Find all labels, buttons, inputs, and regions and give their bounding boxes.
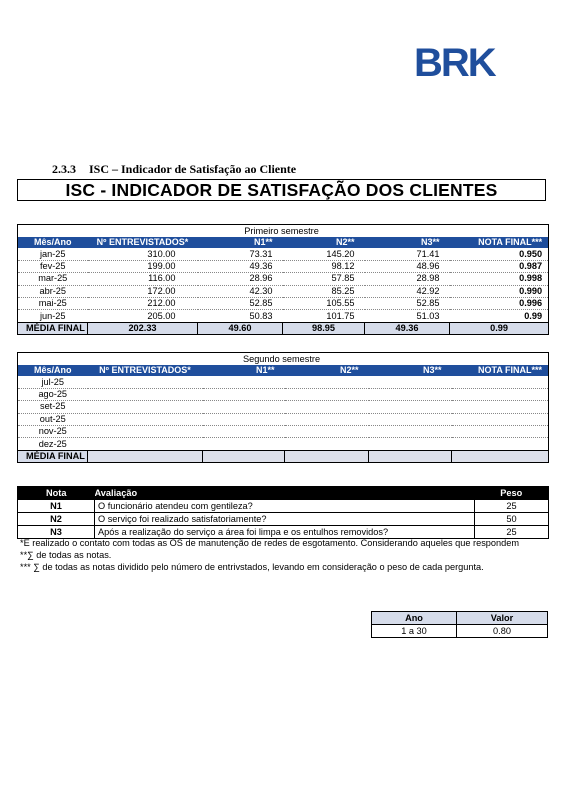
cell-n3: 42.92 [365, 285, 450, 297]
second-semester-row [18, 401, 549, 413]
legend-weight: 25 [475, 500, 549, 513]
brk-logo [414, 42, 514, 80]
second-semester-row [18, 425, 549, 437]
cell-month: jun-25 [18, 310, 88, 322]
first-semester-row [18, 260, 549, 272]
second-semester-average-cell [369, 450, 452, 462]
cell-empty [88, 413, 203, 425]
cell-n3: 48.96 [365, 260, 450, 272]
cell-n3: 52.85 [365, 297, 450, 309]
first-semester-row [18, 285, 549, 297]
second-semester-row [18, 438, 549, 450]
col-header-n2: N2** [283, 237, 365, 248]
col-header-interviewed: Nº ENTREVISTADOS* [88, 237, 198, 248]
col-header-interviewed-2: Nº ENTREVISTADOS* [88, 365, 203, 376]
cell-month: nov-25 [18, 425, 88, 437]
cell-n2: 105.55 [283, 297, 365, 309]
year-cell: 1 a 30 [372, 625, 457, 638]
cell-empty [452, 413, 549, 425]
cell-interviewed: 205.00 [88, 310, 198, 322]
first-semester-row [18, 273, 549, 285]
legend-question: Após a realização do serviço a área foi limpa e os entulhos removidos? [95, 526, 475, 539]
cell-month: out-25 [18, 413, 88, 425]
first-semester-row [18, 310, 549, 322]
cell-n1: 52.85 [198, 297, 283, 309]
cell-n2: 145.20 [283, 248, 365, 260]
col-header-n2-2: N2** [285, 365, 369, 376]
cell-empty [285, 376, 369, 388]
first-semester-average-n1: 49.60 [198, 322, 283, 334]
col-header-month: Mês/Ano [18, 237, 88, 248]
cell-empty [203, 438, 285, 450]
legend-question: O serviço foi realizado satisfatoriamente? [95, 513, 475, 526]
cell-empty [369, 438, 452, 450]
cell-n1: 42.30 [198, 285, 283, 297]
cell-empty [203, 376, 285, 388]
col-header-final-grade-2: NOTA FINAL*** [452, 365, 549, 376]
section-number: 2.3.3 [52, 162, 76, 176]
legend-grade: N1 [18, 500, 95, 513]
year-value-table [371, 611, 548, 638]
legend-row [18, 526, 549, 539]
year-header: Ano [372, 612, 457, 625]
cell-interviewed: 116.00 [88, 273, 198, 285]
second-semester-row [18, 413, 549, 425]
section-heading [52, 162, 296, 177]
cell-final-grade: 0.998 [450, 273, 549, 285]
first-semester-caption: Primeiro semestre [244, 225, 319, 236]
cell-interviewed: 310.00 [88, 248, 198, 260]
second-semester-average-cell [203, 450, 285, 462]
cell-interviewed: 172.00 [88, 285, 198, 297]
cell-empty [452, 376, 549, 388]
cell-final-grade: 0.950 [450, 248, 549, 260]
cell-month: mai-25 [18, 297, 88, 309]
cell-interviewed: 199.00 [88, 260, 198, 272]
second-semester-caption: Segundo semestre [242, 353, 321, 364]
legend-row [18, 500, 549, 513]
cell-n2: 98.12 [283, 260, 365, 272]
legend-weight: 25 [475, 526, 549, 539]
first-semester-average-n3: 49.36 [365, 322, 450, 334]
cell-n2: 85.25 [283, 285, 365, 297]
cell-n1: 49.36 [198, 260, 283, 272]
cell-n3: 28.98 [365, 273, 450, 285]
first-semester-average-interviewed: 202.33 [88, 322, 198, 334]
footnote-1: *É realizado o contato com todas as OS de manutenção de redes de esgotamento. Considerando aqueles que respondem [20, 538, 520, 548]
footnote-3: *** ∑ de todas as notas dividido pelo número de entrivstados, levando em consideração o peso de cada pergunta. [20, 562, 484, 572]
cell-empty [203, 401, 285, 413]
cell-empty [285, 413, 369, 425]
second-semester-row [18, 376, 549, 388]
cell-n1: 28.96 [198, 273, 283, 285]
cell-month: mar-25 [18, 273, 88, 285]
legend-row [18, 513, 549, 526]
legend-grade: N3 [18, 526, 95, 539]
cell-month: abr-25 [18, 285, 88, 297]
first-semester-average-final: 0.99 [450, 322, 549, 334]
cell-empty [88, 401, 203, 413]
second-semester-table [17, 352, 549, 463]
cell-month: dez-25 [18, 438, 88, 450]
cell-empty [369, 425, 452, 437]
cell-empty [203, 425, 285, 437]
col-header-final-grade: NOTA FINAL*** [450, 237, 549, 248]
col-header-n3: N3** [365, 237, 450, 248]
cell-empty [203, 388, 285, 400]
second-semester-row [18, 388, 549, 400]
col-header-n1: N1** [198, 237, 283, 248]
cell-empty [452, 388, 549, 400]
col-header-n1-2: N1** [203, 365, 285, 376]
cell-empty [88, 388, 203, 400]
grade-legend-table [17, 486, 549, 539]
cell-n3: 71.41 [365, 248, 450, 260]
cell-empty [369, 401, 452, 413]
col-header-n3-2: N3** [369, 365, 452, 376]
legend-grade: N2 [18, 513, 95, 526]
first-semester-average-label: MÉDIA FINAL [18, 322, 88, 334]
brk-logo-text: BRK [414, 42, 495, 80]
cell-empty [203, 413, 285, 425]
second-semester-average-cell [452, 450, 549, 462]
cell-empty [452, 438, 549, 450]
cell-empty [452, 401, 549, 413]
cell-n2: 101.75 [283, 310, 365, 322]
cell-month: fev-25 [18, 260, 88, 272]
cell-empty [369, 413, 452, 425]
second-semester-average-label: MÉDIA FINAL [18, 450, 88, 462]
cell-n3: 51.03 [365, 310, 450, 322]
cell-final-grade: 0.987 [450, 260, 549, 272]
second-semester-average-cell [88, 450, 203, 462]
cell-empty [285, 438, 369, 450]
cell-empty [88, 425, 203, 437]
cell-interviewed: 212.00 [88, 297, 198, 309]
cell-empty [88, 438, 203, 450]
cell-n1: 50.83 [198, 310, 283, 322]
cell-final-grade: 0.996 [450, 297, 549, 309]
cell-final-grade: 0.990 [450, 285, 549, 297]
second-semester-average-cell [285, 450, 369, 462]
cell-n2: 57.85 [283, 273, 365, 285]
cell-final-grade: 0.99 [450, 310, 549, 322]
section-title: ISC – Indicador de Satisfação ao Cliente [89, 162, 297, 176]
cell-empty [369, 376, 452, 388]
first-semester-row [18, 297, 549, 309]
footnote-2: **∑ de todas as notas. [20, 550, 112, 560]
main-title: ISC - INDICADOR DE SATISFAÇÃO DOS CLIENTES [17, 179, 546, 201]
cell-month: ago-25 [18, 388, 88, 400]
cell-month: set-25 [18, 401, 88, 413]
cell-empty [285, 425, 369, 437]
cell-empty [285, 401, 369, 413]
legend-header-grade: Nota [18, 487, 95, 500]
legend-header-weight: Peso [475, 487, 549, 500]
first-semester-average-n2: 98.95 [283, 322, 365, 334]
first-semester-row [18, 248, 549, 260]
cell-empty [369, 388, 452, 400]
col-header-month-2: Mês/Ano [18, 365, 88, 376]
legend-header-evaluation: Avaliação [95, 487, 475, 500]
cell-empty [452, 425, 549, 437]
cell-month: jan-25 [18, 248, 88, 260]
first-semester-table [17, 224, 549, 335]
legend-weight: 50 [475, 513, 549, 526]
cell-empty [88, 376, 203, 388]
cell-n1: 73.31 [198, 248, 283, 260]
value-cell: 0.80 [493, 625, 511, 636]
legend-question: O funcionário atendeu com gentileza? [95, 500, 475, 513]
value-header: Valor [457, 612, 548, 625]
cell-empty [285, 388, 369, 400]
cell-month: jul-25 [18, 376, 88, 388]
